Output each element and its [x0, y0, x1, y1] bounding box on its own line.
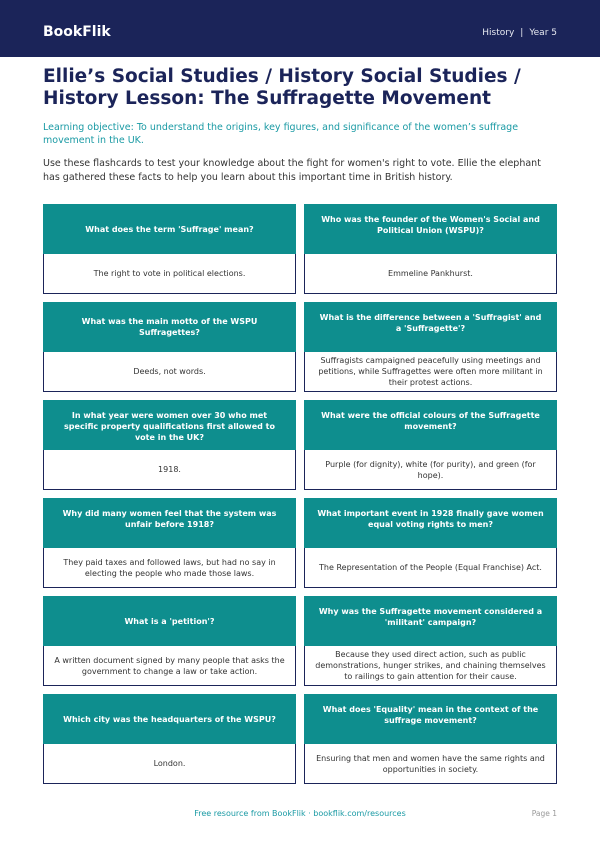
flashcard-question: What important event in 1928 finally gave women equal voting rights to men?: [304, 498, 557, 548]
flashcard-answer: 1918.: [43, 450, 296, 490]
flashcard-answer: Suffragists campaigned peacefully using meetings and petitions, while Suffragettes were often more militant in their protest actions.: [304, 352, 557, 392]
flashcard: [304, 400, 557, 490]
flashcard-question: Who was the founder of the Women's Social and Political Union (WSPU)?: [304, 204, 557, 254]
flashcard: [304, 302, 557, 392]
flashcard-question: What is a 'petition'?: [43, 596, 296, 646]
flashcard-question: In what year were women over 30 who met specific property qualifications first allowed to vote in the UK?: [43, 400, 296, 450]
flashcard: [43, 400, 296, 490]
flashcard: [43, 204, 296, 294]
flashcard-answer: Purple (for dignity), white (for purity), and green (for hope).: [304, 450, 557, 490]
brand-logo-text[interactable]: BookFlik: [43, 24, 111, 40]
flashcard-question: What does 'Equality' mean in the context of the suffrage movement?: [304, 694, 557, 744]
header-separator: |: [520, 28, 524, 38]
flashcard-question: Why did many women feel that the system was unfair before 1918?: [43, 498, 296, 548]
flashcard-question: Why was the Suffragette movement considered a 'militant' campaign?: [304, 596, 557, 646]
flashcard: [43, 498, 296, 588]
flashcard-question: What were the official colours of the Suffragette movement?: [304, 400, 557, 450]
flashcard: [43, 302, 296, 392]
flashcard-answer: Emmeline Pankhurst.: [304, 254, 557, 294]
page-title: Ellie’s Social Studies / History Social Studies / History Lesson: The Suffragette Movement: [43, 66, 521, 109]
flashcard-question: What is the difference between a 'Suffragist' and a 'Suffragette'?: [304, 302, 557, 352]
flashcard: [304, 596, 557, 686]
flashcard: [304, 694, 557, 784]
flashcard-question: Which city was the headquarters of the WSPU?: [43, 694, 296, 744]
flashcard-answer: Ensuring that men and women have the same rights and opportunities in society.: [304, 744, 557, 784]
flashcard: [304, 498, 557, 588]
flashcard: [43, 596, 296, 686]
flashcard-answer: The Representation of the People (Equal Franchise) Act.: [304, 548, 557, 588]
flashcard-question: What does the term 'Suffrage' mean?: [43, 204, 296, 254]
flashcard-answer: Deeds, not words.: [43, 352, 296, 392]
flashcard-answer: The right to vote in political elections.: [43, 254, 296, 294]
flashcard: [304, 204, 557, 294]
header-meta: [482, 27, 557, 39]
footer-link[interactable]: Free resource from BookFlik · bookflik.com/resources: [194, 809, 406, 818]
page-number: Page 1: [531, 809, 557, 818]
flashcard-answer: They paid taxes and followed laws, but had no say in electing the people who made those laws.: [43, 548, 296, 588]
intro-paragraph: Use these flashcards to test your knowledge about the fight for women's right to vote. Ellie the elephant has gathered these facts to help you learn about this important time in British history.: [43, 158, 541, 183]
flashcard-question: What was the main motto of the WSPU Suffragettes?: [43, 302, 296, 352]
grade-label: Year 5: [529, 28, 557, 38]
page-header: [0, 0, 600, 57]
flashcard: [43, 694, 296, 784]
subject-label: History: [482, 28, 515, 38]
learning-objective: Learning objective: To understand the origins, key figures, and significance of the women’s suffrage movement in the UK.: [43, 122, 519, 146]
flashcard-answer: London.: [43, 744, 296, 784]
flashcard-answer: Because they used direct action, such as public demonstrations, hunger strikes, and chaining themselves to railings to gain attention for their cause.: [304, 646, 557, 686]
flashcard-grid: [43, 204, 557, 784]
flashcard-answer: A written document signed by many people that asks the government to change a law or take action.: [43, 646, 296, 686]
